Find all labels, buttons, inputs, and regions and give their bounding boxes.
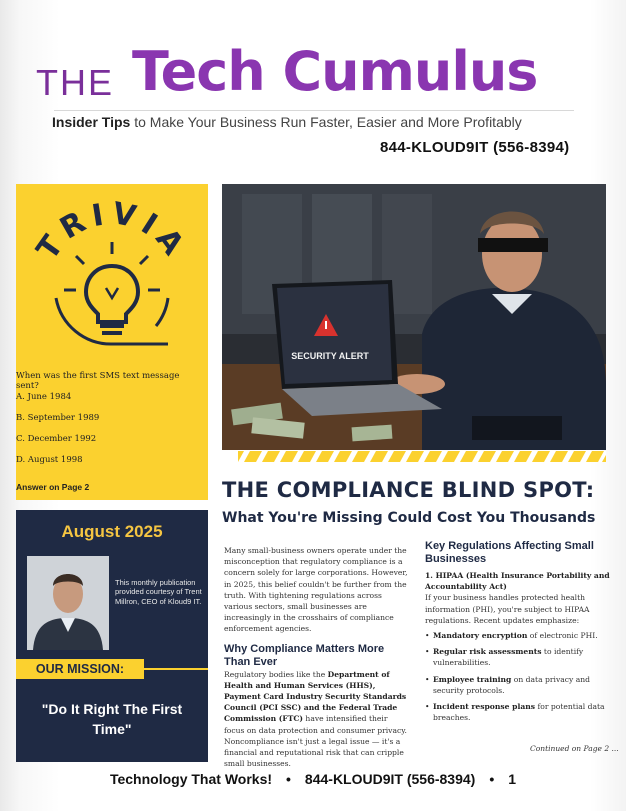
paragraph-text: have intensified their focus on data protection and consumer privacy. Noncompliance isn't just a legal issue — it's a financial and reputational risk that can cripple small businesses. [224,714,407,769]
trivia-option-d: D. August 1998 [16,455,83,465]
article-headline: THE COMPLIANCE BLIND SPOT: [222,478,595,502]
section-paragraph-why [224,669,408,770]
list-item-text: for potential data breaches. [433,702,605,723]
trivia-answer-note: Answer on Page 2 [16,482,90,492]
article-subhead: What You're Missing Could Cost You Thousands [222,510,596,526]
list-item-bold: Employee training [433,674,512,684]
svg-text:TRIVIA [30,196,194,266]
list-item-text: to identify vulnerabilities. [433,647,584,668]
trivia-title: TRIVIA [30,195,194,267]
paragraph-bold: Department of Health and Human Services (HHS), Payment Card Industry Security Standards Council (PCI SSC) and the Federal Trade Commission (FTC) [224,669,407,724]
list-item-bold: Incident response plans [433,702,536,712]
tagline-bold: Insider Tips [52,114,131,130]
list-item-bold: Mandatory encryption [433,631,528,641]
hipaa-heading-text: 1. HIPAA (Health Insurance Portability and Accountability Act) [425,571,610,592]
hipaa-intro: If your business handles protected health information (PHI), you're subject to HIPAA regulations. Recent updates emphasize: [425,593,590,625]
trivia-panel [16,184,208,500]
article-column-left [224,545,408,769]
footer-slogan: Technology That Works! [109,771,273,787]
list-item [425,674,611,696]
page-number: 1 [508,771,517,787]
footer-phone: 844-KLOUD9IT (556-8394) [304,771,476,787]
publication-credit: This monthly publication provided courtesy of Trent Millron, CEO of Kloud9 IT. [115,578,202,606]
tagline-text: to Make Your Business Run Faster, Easier and More Profitably [130,114,522,130]
masthead-divider [54,110,574,111]
mission-divider [144,668,208,670]
list-item [425,630,611,641]
hero-image [222,184,606,450]
hazard-stripe [238,451,606,462]
section-heading-regulations: Key Regulations Affecting Small Businesses [425,540,594,565]
trivia-option-a: A. June 1984 [16,392,72,402]
section-heading-why: Why Compliance Matters More Than Ever [224,642,385,668]
lightbulb-icon [16,184,208,352]
hipaa-heading [425,570,611,592]
hipaa-list [425,630,611,723]
footer [0,771,626,787]
article-column-right [425,540,611,728]
trivia-question: When was the first SMS text message sent? [16,371,180,391]
header-phone: 844-KLOUD9IT (556-8394) [380,139,570,156]
issue-month: August 2025 [61,522,163,541]
ceo-photo [27,556,109,650]
list-item [425,701,611,723]
list-item-bold: Regular risk assessments [433,647,542,657]
trivia-option-b: B. September 1989 [16,413,100,423]
tagline [52,114,522,130]
footer-separator: • [489,771,495,787]
paragraph-text: Regulatory bodies like the [224,669,328,679]
article-intro: Many small-business owners operate under the misconception that regulatory compliance is a concern solely for large corporations. However, in 2025, this belief couldn't be further from the truth. With tightening regulations across various sectors, small businesses are increasingly in the crosshairs of compliance enforcement agencies. [224,546,408,634]
footer-separator: • [286,771,291,787]
masthead-prefix: THE [36,62,114,103]
list-item [425,646,611,668]
list-item-text: on data privacy and security protocols. [433,674,591,695]
trivia-option-c: C. December 1992 [16,434,97,444]
security-alert-text: SECURITY ALERT [291,351,369,361]
list-item-text: of electronic PHI. [527,631,598,641]
masthead [36,40,596,110]
mission-label: OUR MISSION: [16,659,144,679]
mission-quote: "Do It Right The First Time" [41,701,183,737]
masthead-title: Tech Cumulus [132,40,538,103]
continued-note: Continued on Page 2 ... [530,744,619,753]
